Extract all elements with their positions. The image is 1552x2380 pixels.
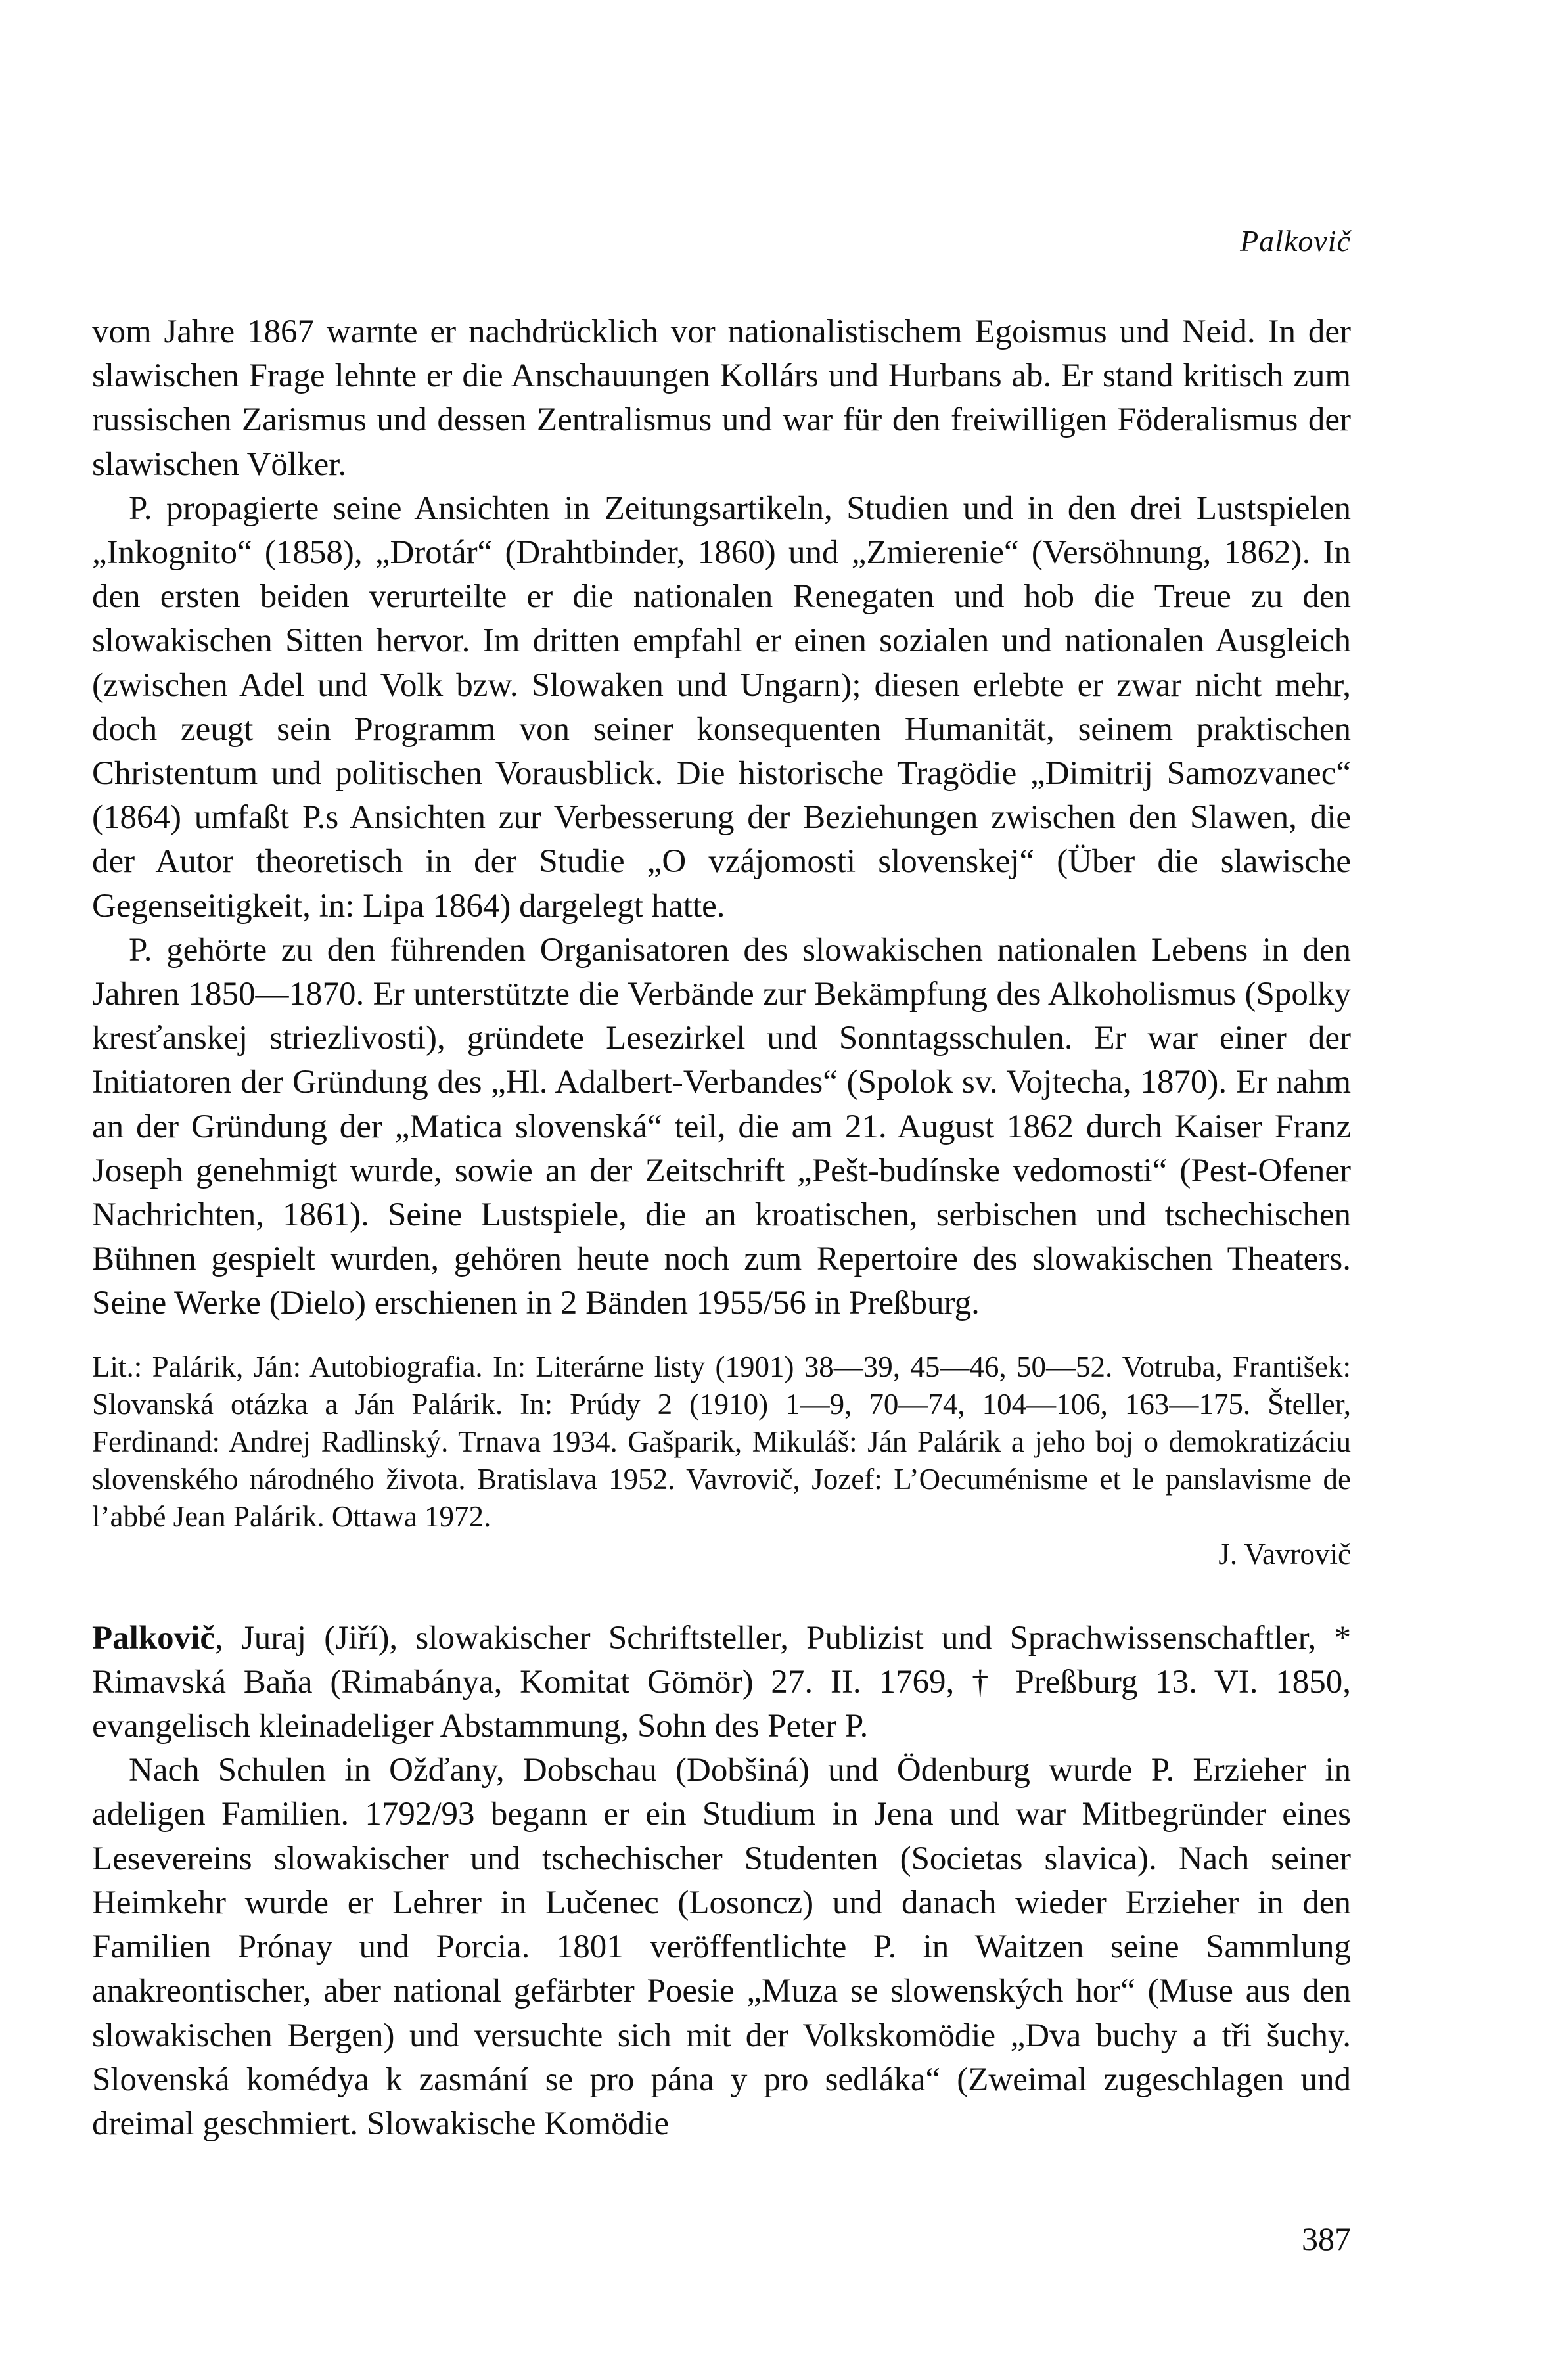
literature-author: J. Vavrovič xyxy=(1218,1537,1351,1570)
page-number: 387 xyxy=(1302,2220,1351,2257)
paragraph-2: P. propagierte seine Ansichten in Zeitungsartikeln, Studien und in den drei Lustspielen „Inkognito“ (1858), „Drotár“ (Drahtbinder, 1860) und „Zmierenie“ (Versöhnung, 1862). In den ersten beiden verurteilte er die nationalen Renegaten und hob die Treue zu den slowakischen Sitten hervor. Im dritten empfahl er einen sozialen und nationalen Ausgleich (zwischen Adel und Volk bzw. Slowaken und Ungarn); diesen erlebte er zwar nicht mehr, doch zeugt sein Programm von seiner konsequenten Humanität, seinem praktischen Christentum und politischen Vorausblick. Die historische Tragödie „Dimitrij Samozvanec“ (1864) umfaßt P.s Ansichten zur Verbesserung der Beziehungen zwischen den Slawen, die der Autor theoretisch in der Studie „O vzájomosti slovenskej“ (Über die slawische Gegenseitigkeit, in: Lipa 1864) dargelegt hatte. xyxy=(92,490,1351,925)
paragraph-1: vom Jahre 1867 warnte er nachdrücklich vor nationalistischem Egoismus und Neid. In der slawischen Frage lehnte er die Anschauungen Kollárs und Hurbans ab. Er stand kritisch zum russischen Zarismus und dessen Zentralismus und war für den freiwilligen Föderalismus der slawischen Völker. xyxy=(92,313,1351,483)
entry-body: Nach Schulen in Ožďany, Dobschau (Dobšiná) und Ödenburg wurde P. Erzieher in adeligen Familien. 1792/93 begann er ein Studium in Jena und war Mitbegründer eines Lesevereins slowakischer und tschechischer Studenten (Societas slavica). Nach seiner Heimkehr wurde er Lehrer in Lučenec (Losoncz) und danach wieder Erzieher in den Familien Prónay und Porcia. 1801 veröffentlichte P. in Waitzen seine Sammlung anakreontischer, aber national gefärbter Poesie „Muza se slowenských hor“ (Muse aus den slowakischen Bergen) und versuchte sich mit der Volkskomödie „Dva buchy a tři šuchy. Slovenská komédya k zasmání se pro pána y pro sedláka“ (Zweimal zugeschlagen und dreimal geschmiert. Slowakische Komödie xyxy=(92,1752,1351,2142)
lexicon-entry xyxy=(92,1616,1351,2146)
paragraph-3: P. gehörte zu den führenden Organisatoren des slowakischen nationalen Lebens in den Jahren 1850—1870. Er unterstützte die Verbände zur Bekämpfung des Alkoholismus (Spolky kresťanskej striezlivosti), gründete Lesezirkel und Sonntagsschulen. Er war einer der Initiatoren der Gründung des „Hl. Adalbert-Verbandes“ (Spolok sv. Vojtecha, 1870). Er nahm an der Gründung der „Matica slovenská“ teil, die am 21. August 1862 durch Kaiser Franz Joseph genehmigt wurde, sowie an der Zeitschrift „Pešt-budínske vedomosti“ (Pest-Ofener Nachrichten, 1861). Seine Lustspiele, die an kroatischen, serbischen und tschechischen Bühnen gespielt wurden, gehören heute noch zum Repertoire des slowakischen Theaters. Seine Werke (Dielo) erschienen in 2 Bänden 1955/56 in Preßburg. xyxy=(92,931,1351,1322)
literature-list: Lit.: Palárik, Ján: Autobiografia. In: Literárne listy (1901) 38—39, 45—46, 50—52. Votruba, František: Slovanská otázka a Ján Palárik. In: Prúdy 2 (1910) 1—9, 70—74, 104—106, 163—175. Šteller, Ferdinand: Andrej Radlinský. Trnava 1934. Gašparik, Mikuláš: Ján Palárik a jeho boj o demokratizáciu slovenského národného života. Bratislava 1952. Vavrovič, Jozef: L’Oecuménisme et le panslavisme de l’abbé Jean Palárik. Ottawa 1972. xyxy=(92,1350,1351,1533)
entry-intro xyxy=(92,1616,1351,1749)
entry-intro-text: , Juraj (Jiří), slowakischer Schriftsteller, Publizist und Sprachwissenschaftler, * Rimavská Baňa (Rimabánya, Komitat Gömör) 27. II. 1769, † Preßburg 13. VI. 1850, evangelisch kleinadeliger Abstammung, Sohn des Peter P. xyxy=(92,1619,1351,1745)
running-head: Palkovič xyxy=(1240,224,1351,258)
entry-headword: Palkovič xyxy=(92,1619,215,1657)
main-text xyxy=(92,310,1351,2146)
